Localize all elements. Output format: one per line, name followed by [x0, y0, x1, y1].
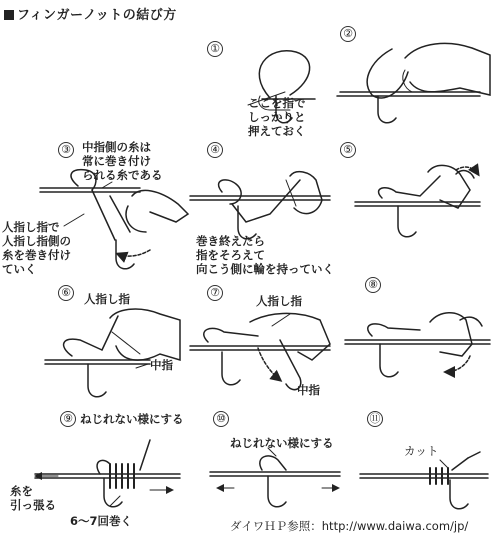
step7-label-index: 人指し指 [256, 294, 302, 308]
step-7-number: ⑦ [207, 285, 223, 301]
step9-note-twist: ねじれない様にする [80, 412, 184, 426]
step11-illustration [360, 452, 488, 509]
step11-note-cut: カット [404, 444, 439, 458]
step-10-number: ⑩ [213, 411, 229, 427]
step-8-number: ⑧ [365, 277, 381, 293]
step-9-number: ⑨ [60, 411, 76, 427]
step3-note-middle: 中指側の糸は 常に巻き付け られる糸である [82, 140, 163, 182]
step8-illustration [345, 313, 490, 377]
step9-note-wraps: 6〜7回巻く [70, 514, 133, 528]
step-4-number: ④ [207, 142, 223, 158]
step-5-number: ⑤ [340, 142, 356, 158]
step5-illustration [355, 165, 480, 236]
step1-note: ここを指で しっかりと 押えておく [248, 96, 306, 138]
step10-note-twist: ねじれない様にする [230, 436, 334, 450]
step4-note: 巻き終えたら 指をそろえて 向こう側に輪を持っていく [196, 234, 334, 276]
step-6-number: ⑥ [58, 285, 74, 301]
step4-illustration [190, 172, 330, 239]
step-2-number: ② [340, 26, 356, 42]
step2-illustration [337, 43, 490, 122]
step6-illustration [45, 309, 180, 397]
step10-illustration [210, 448, 340, 507]
step-3-number: ③ [58, 142, 74, 158]
step3-note-index: 人指し指で 人指し指側の 糸を巻き付け ていく [2, 220, 71, 276]
title-text: フィンガーノットの結び方 [17, 8, 177, 23]
step6-label-index: 人指し指 [84, 292, 130, 306]
step9-note-pull: 糸を 引っ張る [10, 484, 56, 512]
step7-label-middle: 中指 [297, 383, 320, 397]
step-1-number: ① [207, 41, 223, 57]
step7-illustration [190, 313, 330, 389]
step6-label-middle: 中指 [150, 358, 173, 372]
step9-illustration [35, 440, 180, 507]
step-11-number: ⑪ [367, 411, 383, 427]
source-credit: ダイワＨＰ参照：http://www.daiwa.com/jp/ [230, 519, 469, 533]
